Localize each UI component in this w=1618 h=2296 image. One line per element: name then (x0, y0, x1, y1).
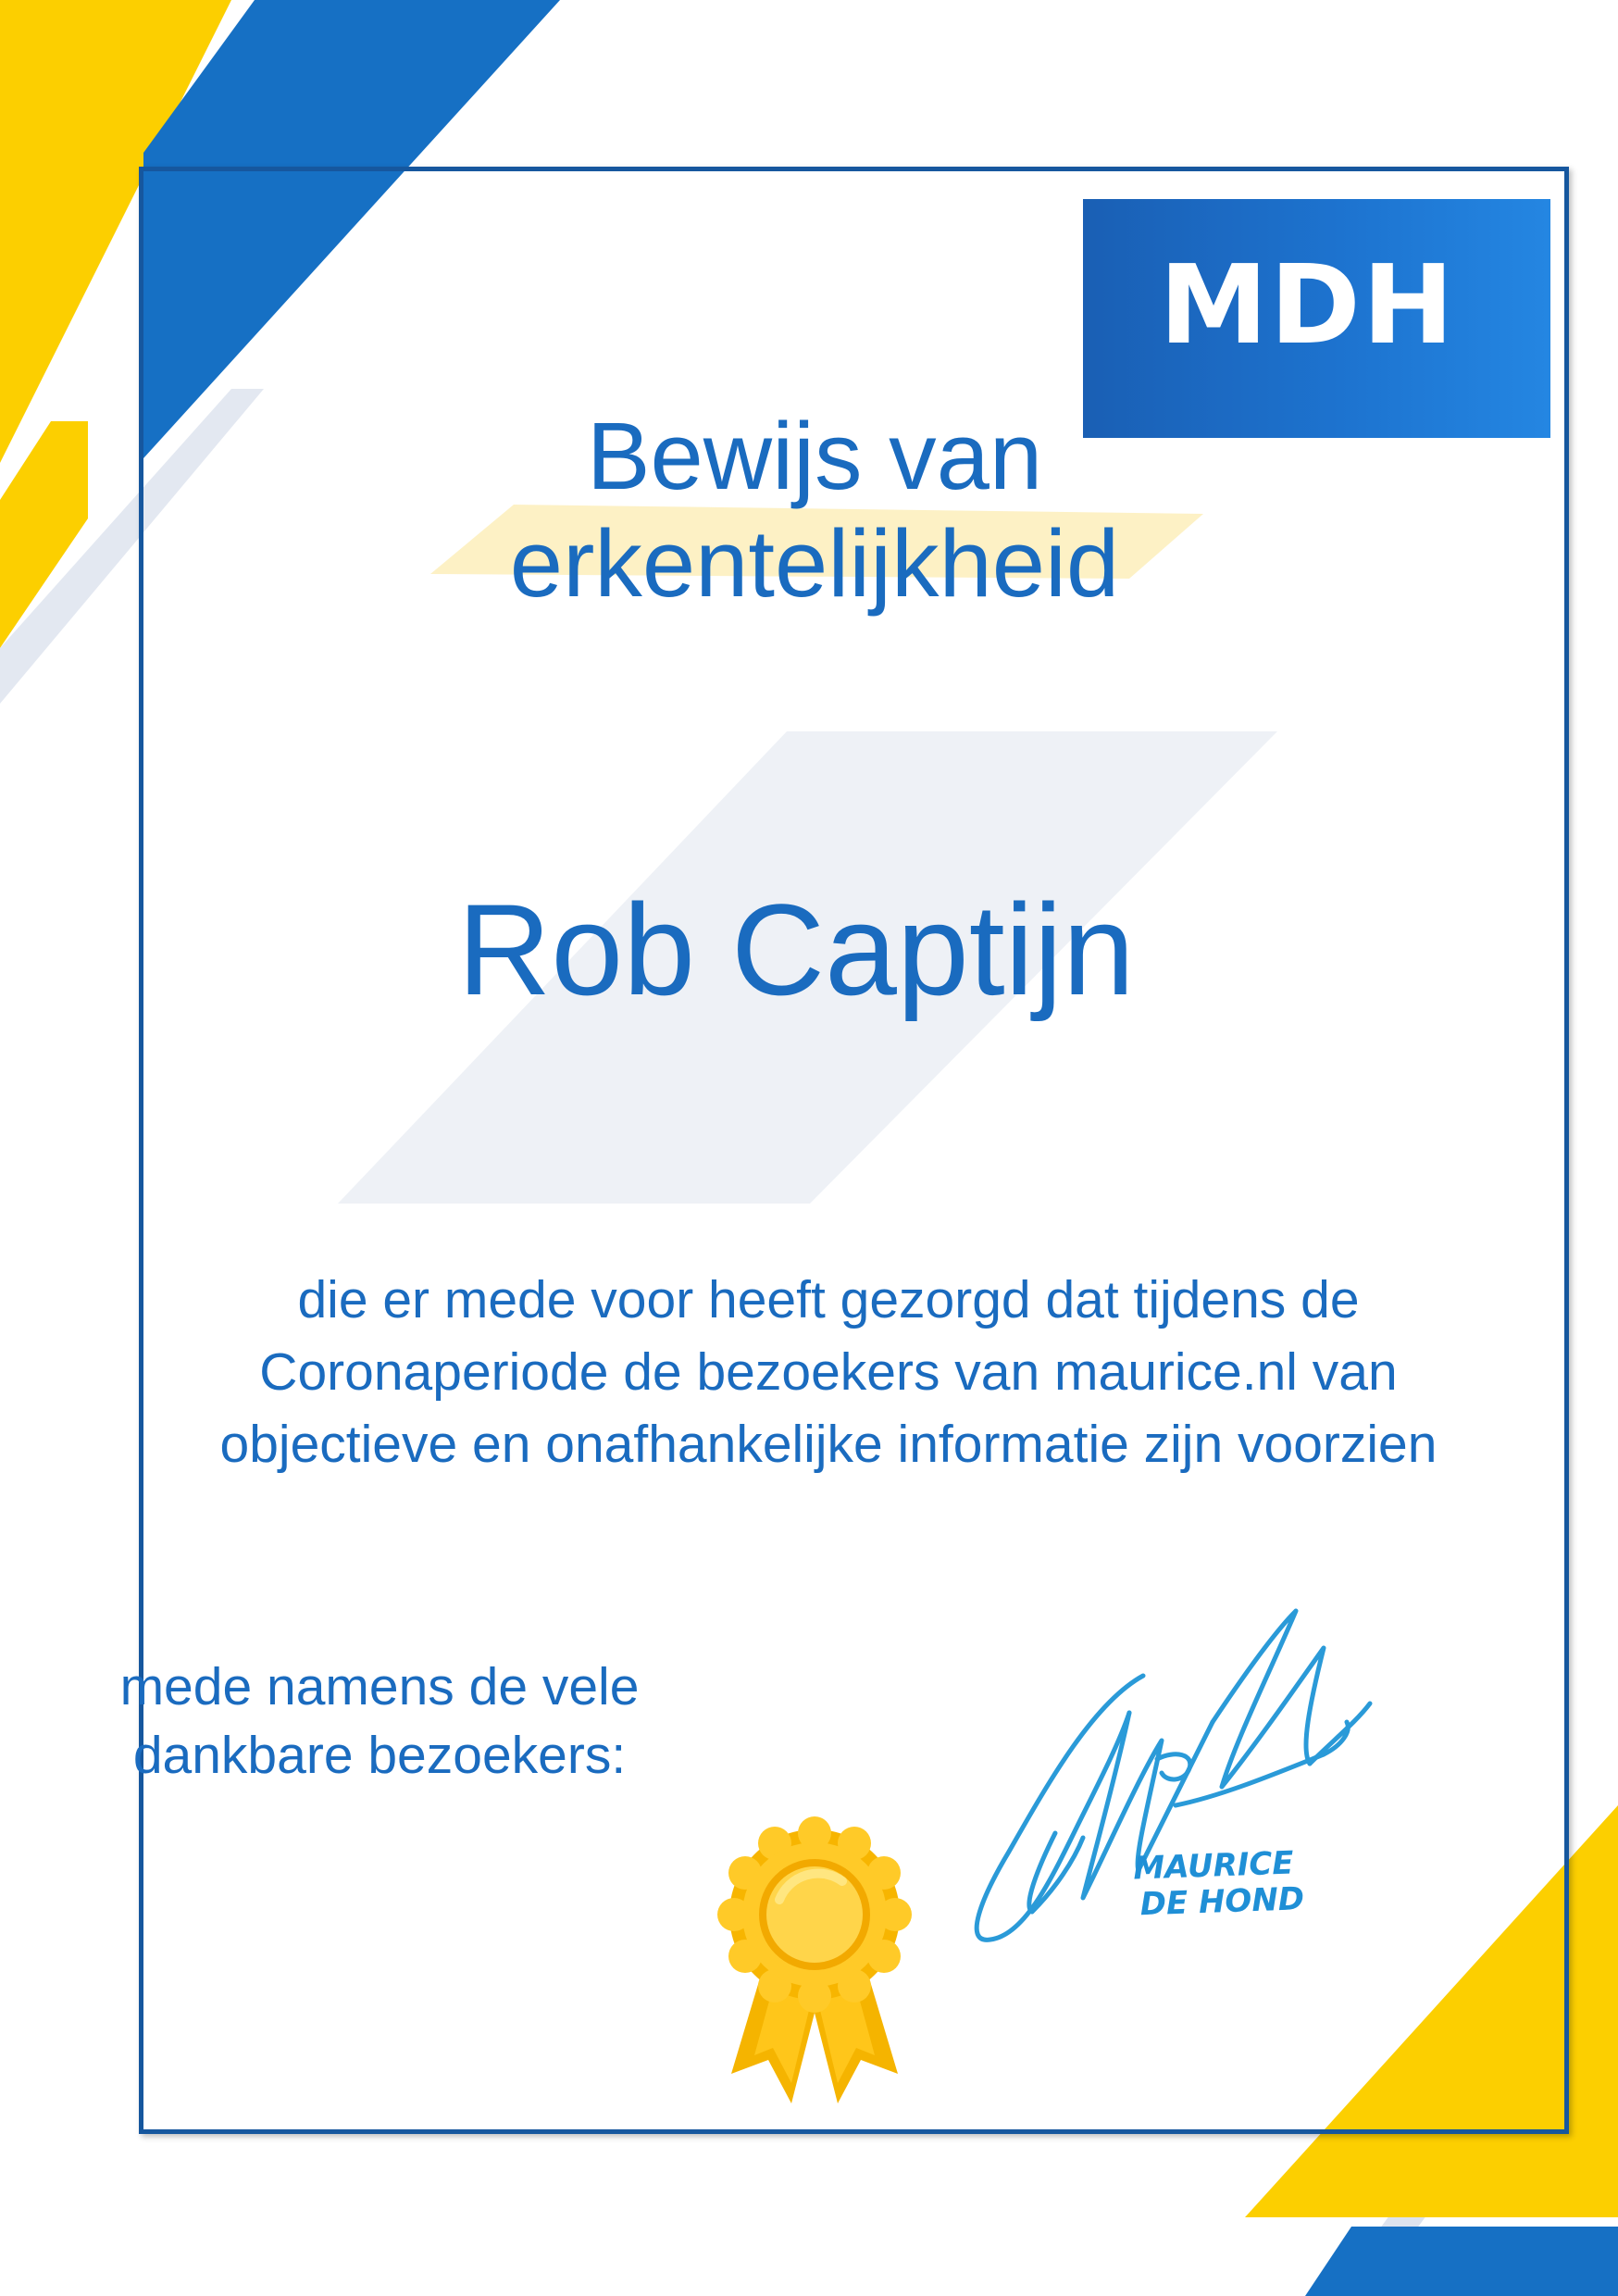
signature-scribble (944, 1592, 1425, 2000)
signature-caption-line-1: MAURICE (1132, 1844, 1295, 1888)
certificate-description (120, 1264, 1537, 1480)
description-line-2: Coronaperiode de bezoekers van maurice.nl van (259, 1342, 1398, 1403)
description-line-1: die er mede voor heeft gezorgd dat tijdens de (297, 1270, 1360, 1329)
certificate-title (278, 403, 1351, 618)
thanks-line-2: dankbare bezoekers: (132, 1726, 627, 1786)
award-rosette-icon (713, 1805, 916, 2111)
title-line-1: Bewijs van (586, 403, 1043, 509)
recipient-name: Rob Captijn (457, 877, 1135, 1022)
logo-text: MDH (1159, 241, 1456, 368)
signature-caption-line-2: DE HOND (1139, 1880, 1305, 1924)
description-line-3: objectieve en onafhankelijke informatie zijn voorzien (219, 1415, 1438, 1475)
title-line-2: erkentelijkheid (509, 510, 1120, 618)
thanks-line-1: mede namens de vele (119, 1657, 640, 1716)
blue-corner-shape-bottom (1305, 2227, 1618, 2296)
thanks-text (83, 1653, 676, 1790)
signature-caption (1133, 1842, 1376, 1923)
